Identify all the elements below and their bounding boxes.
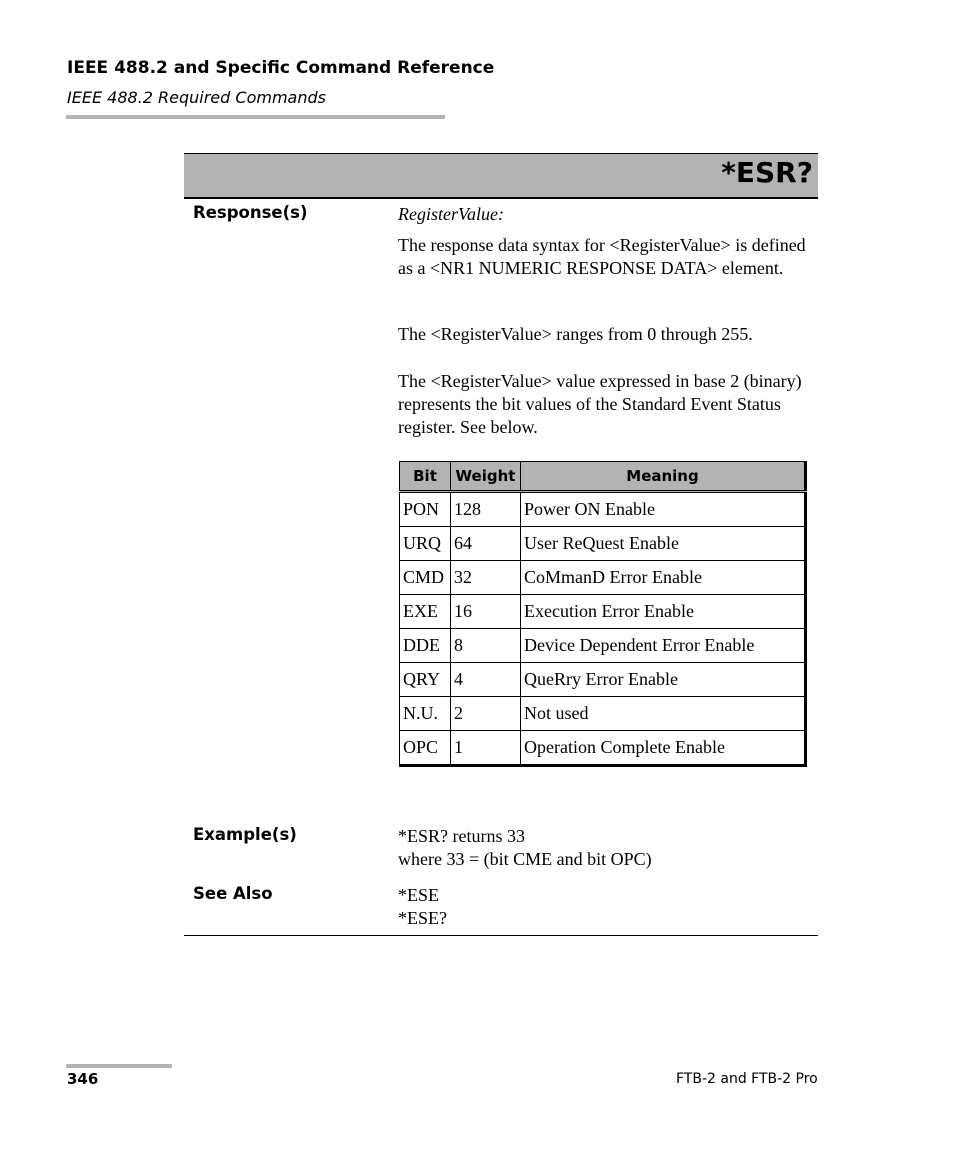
see-also-item: *ESE?	[398, 908, 447, 928]
table-row	[400, 663, 806, 697]
bit-cell: N.U.	[400, 697, 451, 731]
bit-cell: PON	[400, 492, 451, 527]
weight-cell: 1	[451, 731, 521, 766]
header-rule	[66, 115, 445, 119]
weight-cell: 64	[451, 527, 521, 561]
meaning-cell: Execution Error Enable	[521, 595, 806, 629]
bit-cell: EXE	[400, 595, 451, 629]
table-row	[400, 561, 806, 595]
response-paragraph-binary: The <RegisterValue> value expressed in base 2 (binary) represents the bit values of the Standard Event Status register. See below.	[398, 371, 802, 437]
section-end-rule	[184, 935, 818, 936]
meaning-cell: Power ON Enable	[521, 492, 806, 527]
bit-cell: DDE	[400, 629, 451, 663]
meaning-cell: Operation Complete Enable	[521, 731, 806, 766]
example-line-1: *ESR? returns 33	[398, 826, 525, 846]
response-label: Response(s)	[193, 203, 308, 222]
example-line-2: where 33 = (bit CME and bit OPC)	[398, 849, 652, 869]
column-header-meaning: Meaning	[521, 462, 806, 492]
table-row	[400, 697, 806, 731]
weight-cell: 128	[451, 492, 521, 527]
meaning-cell: User ReQuest Enable	[521, 527, 806, 561]
bit-cell: QRY	[400, 663, 451, 697]
meaning-cell: QueRry Error Enable	[521, 663, 806, 697]
table-row	[400, 527, 806, 561]
meaning-cell: Not used	[521, 697, 806, 731]
product-name: FTB-2 and FTB-2 Pro	[676, 1071, 818, 1087]
command-name: *ESR?	[721, 156, 813, 189]
weight-cell: 4	[451, 663, 521, 697]
footer-rule	[66, 1064, 172, 1068]
table-row	[400, 595, 806, 629]
table-row	[400, 629, 806, 663]
examples-label: Example(s)	[193, 825, 297, 844]
page-number: 346	[67, 1070, 99, 1088]
response-paragraph-syntax: The response data syntax for <RegisterValue> is defined as a <NR1 NUMERIC RESPONSE DATA> element.	[398, 235, 806, 278]
column-header-bit: Bit	[400, 462, 451, 492]
section-subtitle: IEEE 488.2 Required Commands	[67, 88, 326, 107]
weight-cell: 2	[451, 697, 521, 731]
weight-cell: 8	[451, 629, 521, 663]
meaning-cell: CoMmanD Error Enable	[521, 561, 806, 595]
section-title: IEEE 488.2 and Specific Command Reference	[67, 58, 495, 78]
response-paragraph-range: The <RegisterValue> ranges from 0 through 255.	[398, 324, 753, 344]
table-row	[400, 492, 806, 527]
meaning-cell: Device Dependent Error Enable	[521, 629, 806, 663]
bit-cell: OPC	[400, 731, 451, 766]
weight-cell: 32	[451, 561, 521, 595]
table-header-row	[400, 462, 806, 492]
response-value-name: RegisterValue:	[398, 204, 504, 224]
command-title-bar	[184, 153, 818, 199]
register-bits-table	[399, 461, 807, 767]
see-also-label: See Also	[193, 884, 273, 903]
table-row	[400, 731, 806, 766]
bit-cell: CMD	[400, 561, 451, 595]
bit-cell: URQ	[400, 527, 451, 561]
column-header-weight: Weight	[451, 462, 521, 492]
see-also-item: *ESE	[398, 885, 440, 905]
weight-cell: 16	[451, 595, 521, 629]
